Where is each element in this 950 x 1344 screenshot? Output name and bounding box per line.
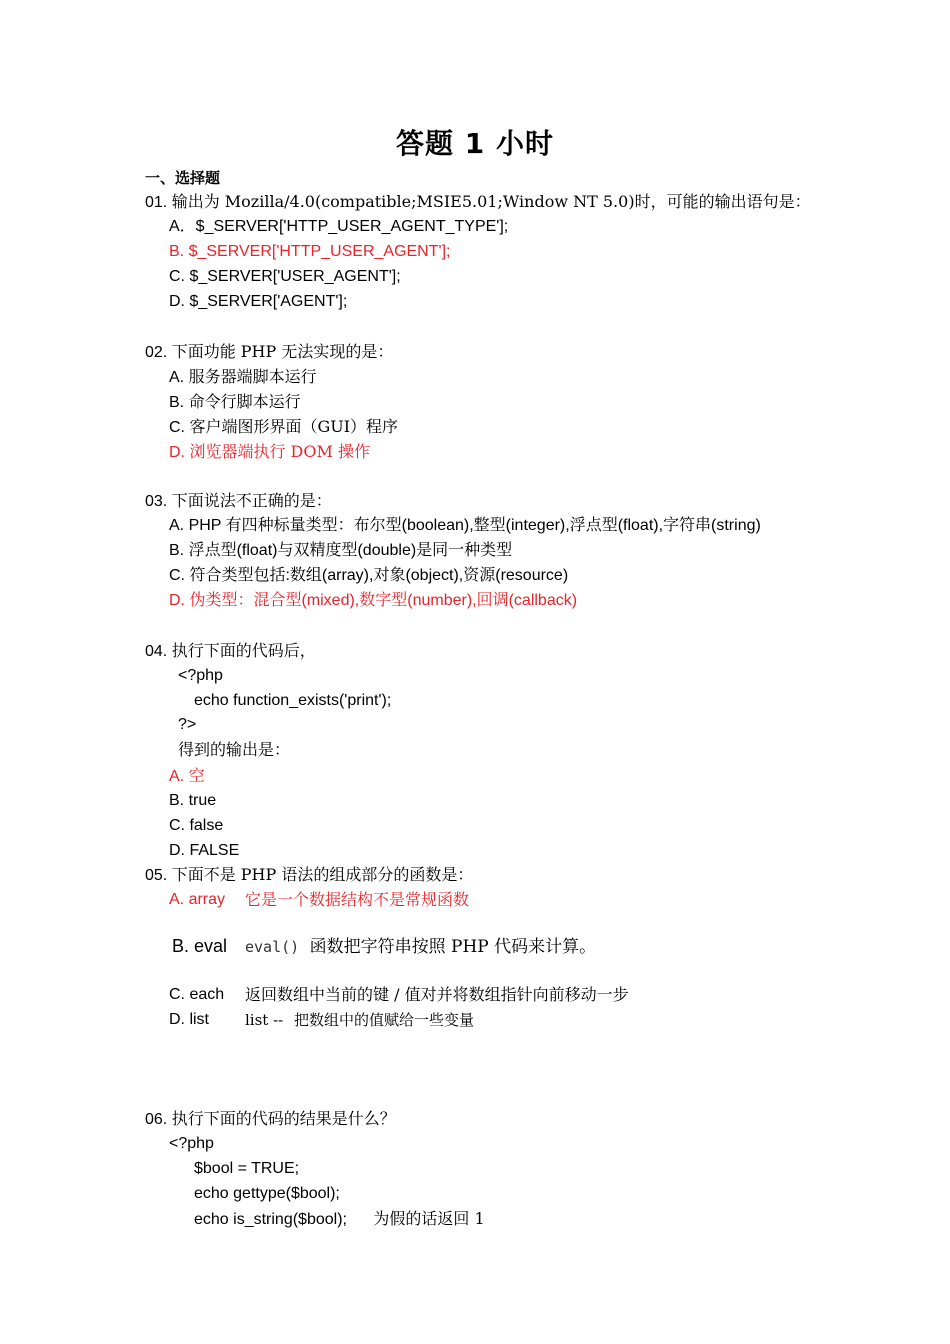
- q5-option-b: [172, 936, 227, 956]
- option-label: C.: [169, 567, 185, 584]
- q2-option-b: [169, 392, 301, 413]
- option-label: C.: [169, 419, 185, 436]
- q6-code-line-3: echo gettype($bool);: [194, 1185, 340, 1202]
- q4-code-line-3: ?>: [178, 716, 197, 733]
- code-text: echo is_string($bool);: [194, 1211, 347, 1228]
- option-text: 浏览器端执行 DOM 操作: [189, 442, 370, 461]
- q5-option-d: [169, 1010, 209, 1030]
- q1-option-d: D. $_SERVER['AGENT'];: [169, 293, 348, 310]
- question-number: 05.: [145, 867, 168, 884]
- q3-option-b: [169, 541, 512, 561]
- q6-code-line-2: $bool = TRUE;: [194, 1160, 300, 1177]
- option-label: D.: [169, 592, 185, 609]
- question-number: 06.: [145, 1111, 168, 1128]
- option-label: C. each: [169, 986, 225, 1003]
- page-title: 答题 1 小时: [396, 127, 554, 160]
- option-label: A.: [169, 369, 185, 386]
- question-04-stem: [145, 641, 316, 662]
- q5-option-a-note: 它是一个数据结构不是常规函数: [245, 890, 470, 909]
- question-03-stem: [145, 491, 332, 512]
- option-text: 客户端图形界面（GUI）程序: [189, 417, 399, 436]
- q4-option-d: D. FALSE: [169, 842, 240, 859]
- q5-option-a: [169, 890, 225, 910]
- code-snippet: list --: [245, 1011, 284, 1029]
- question-text: 执行下面的代码的结果是什么？: [171, 1109, 396, 1128]
- q6-code-line-1: <?php: [169, 1135, 214, 1152]
- option-text: 空: [188, 766, 205, 785]
- q4-option-b: B. true: [169, 792, 217, 809]
- q5-option-d-note: [245, 1010, 474, 1030]
- q2-option-d: [169, 442, 370, 463]
- q3-option-d: [169, 591, 577, 611]
- question-number: 01.: [145, 194, 168, 211]
- q1-option-b: B. $_SERVER['HTTP_USER_AGENT'];: [169, 243, 451, 260]
- question-number: 02.: [145, 344, 168, 361]
- option-text: 浮点型(float)与双精度型(double)是同一种类型: [188, 542, 513, 559]
- question-01-stem: [145, 192, 811, 213]
- option-label: A. array: [169, 891, 226, 908]
- option-note: 把数组中的值赋给一些变量: [294, 1011, 475, 1029]
- section-heading: 一、选择题: [145, 169, 221, 187]
- q6-code-line-4: [194, 1209, 485, 1230]
- option-label: B.: [169, 542, 185, 559]
- q2-option-a: [169, 367, 317, 388]
- question-text: 下面功能 PHP 无法实现的是：: [171, 342, 394, 361]
- option-note: 函数把字符串按照 PHP 代码来计算。: [309, 937, 597, 957]
- option-label: B. eval: [172, 936, 228, 956]
- option-label: D. list: [169, 1011, 209, 1028]
- code-note: 为假的话返回 1: [373, 1209, 485, 1228]
- question-text: 输出为 Mozilla/4.0(compatible;MSIE5.01;Window NT 5.0)时，可能的输出语句是：: [171, 192, 811, 211]
- code-snippet: eval(): [245, 938, 300, 956]
- q5-option-c-note: 返回数组中当前的键 / 值对并将数组指针向前移动一步: [245, 985, 629, 1004]
- question-number: 04.: [145, 643, 168, 660]
- q4-code-line-2: echo function_exists('print');: [194, 692, 392, 709]
- option-label: A.: [169, 768, 185, 785]
- q4-after-text: 得到的输出是：: [178, 740, 291, 759]
- q3-option-c: [169, 566, 568, 586]
- question-number: 03.: [145, 493, 168, 510]
- q4-option-c: C. false: [169, 817, 224, 834]
- q3-option-a: A. PHP 有四种标量类型：布尔型(boolean),整型(integer),浮点型(float),字符串(string): [169, 517, 761, 534]
- question-06-stem: [145, 1109, 396, 1130]
- q1-option-c: C. $_SERVER['USER_AGENT'];: [169, 268, 401, 285]
- q5-option-b-note: [245, 937, 596, 958]
- option-label: B.: [169, 394, 185, 411]
- q1-option-a: A．$_SERVER['HTTP_USER_AGENT_TYPE'];: [169, 218, 509, 235]
- q4-option-a: [169, 766, 205, 787]
- option-text: 符合类型包括:数组(array),对象(object),资源(resource): [189, 567, 569, 584]
- option-text: 服务器端脚本运行: [188, 367, 317, 386]
- q4-code-line-1: <?php: [178, 667, 223, 684]
- question-02-stem: [145, 342, 393, 363]
- question-05-stem: [145, 865, 473, 886]
- option-text: 命令行脚本运行: [188, 392, 301, 411]
- question-text: 下面不是 PHP 语法的组成部分的函数是：: [171, 865, 474, 884]
- question-text: 执行下面的代码后，: [171, 641, 316, 660]
- question-text: 下面说法不正确的是：: [171, 491, 332, 510]
- q5-option-c: [169, 985, 224, 1005]
- q2-option-c: [169, 417, 398, 438]
- option-label: D.: [169, 444, 185, 461]
- option-text: 伪类型：混合型(mixed),数字型(number),回调(callback): [189, 592, 578, 609]
